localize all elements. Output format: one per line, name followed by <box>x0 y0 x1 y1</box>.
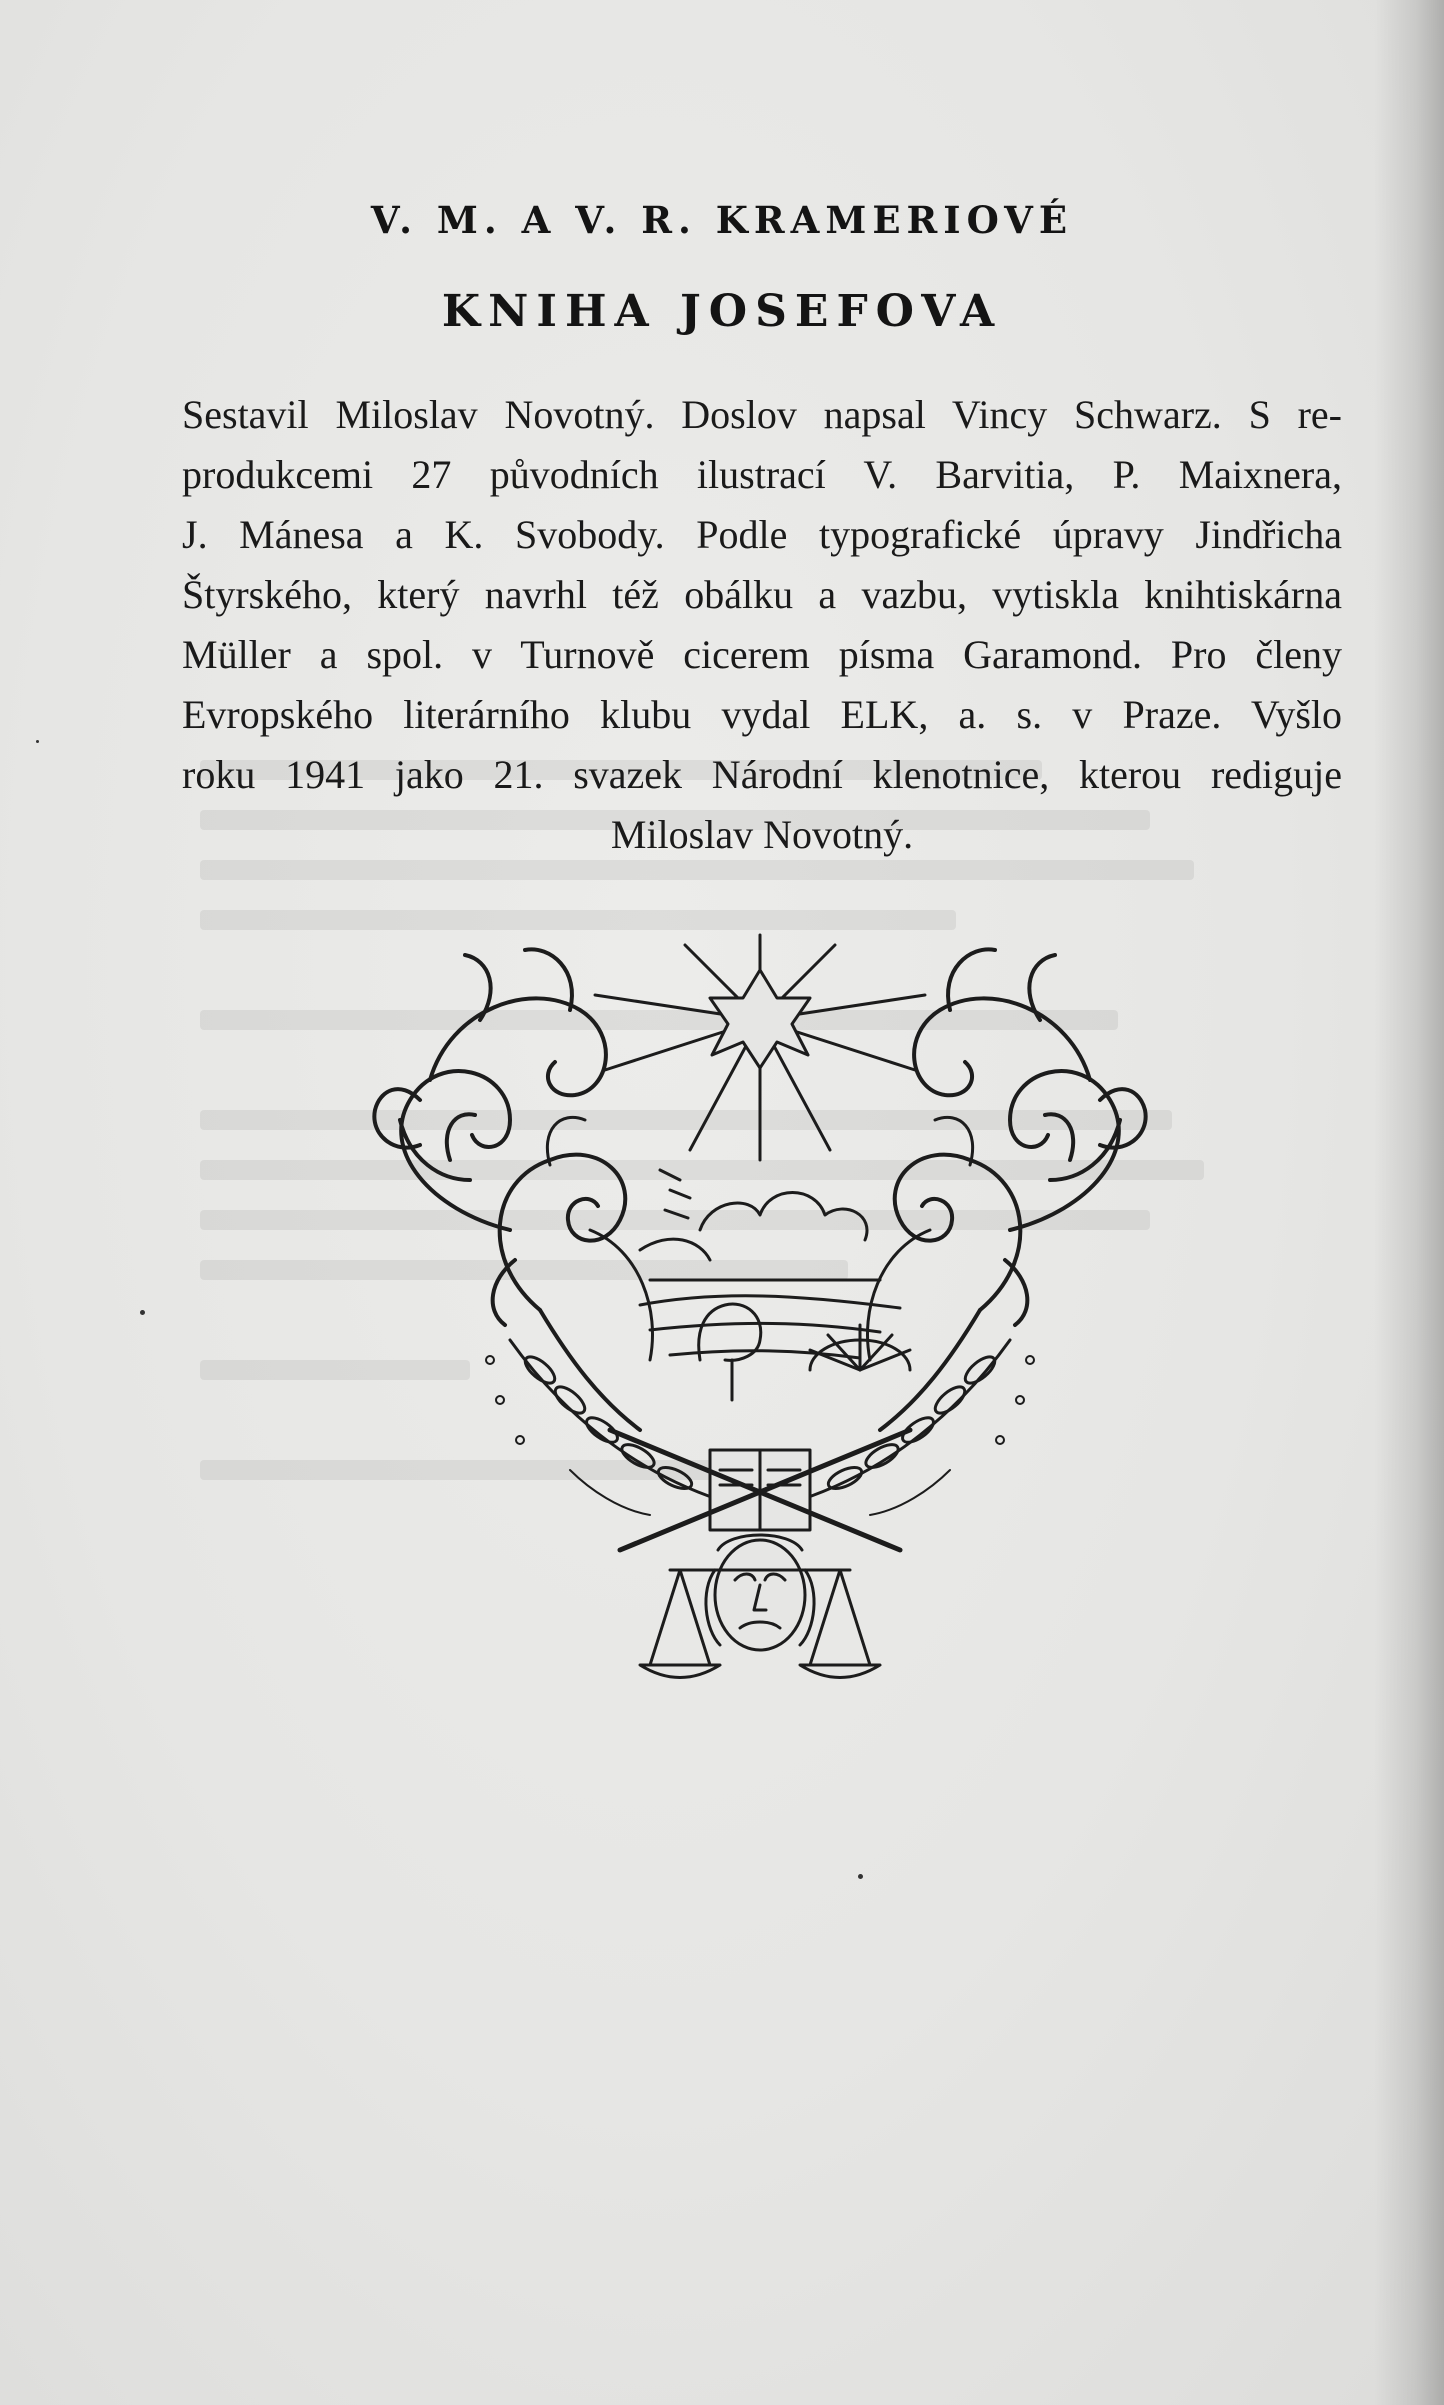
paper-speck <box>140 1310 145 1315</box>
paper-speck <box>36 740 39 743</box>
colophon-line: Sestavil Miloslav Novotný. Doslov napsal Vincy Schwarz. S re- <box>182 392 1342 437</box>
colophon-text <box>182 385 1342 865</box>
mascaron-face <box>706 1535 814 1650</box>
page-edge-shadow <box>1374 0 1444 2405</box>
authors-heading: V. M. A V. R. KRAMERIOVÉ <box>370 198 1074 242</box>
printer-mark-emblem-icon <box>340 930 1180 1710</box>
colophon-line: Miloslav Novotný. <box>610 812 914 857</box>
book-title: KNIHA JOSEFOVA <box>441 286 1003 337</box>
landscape <box>640 1170 910 1400</box>
right-acanthus <box>868 949 1146 1430</box>
paper-speck <box>858 1874 863 1879</box>
left-acanthus <box>374 949 652 1430</box>
colophon-line: Müller a spol. v Turnově cicerem písma Garamond. Pro členy <box>182 632 1342 677</box>
open-book <box>610 1430 910 1550</box>
colophon-line: produkcemi 27 původních ilustrací V. Barvitia, P. Maixnera, <box>182 452 1342 497</box>
colophon-line: roku 1941 jako 21. svazek Národní klenotnice, kterou rediguje <box>182 752 1342 797</box>
colophon-line: Evropského literárního klubu vydal ELK, a. s. v Praze. Vyšlo <box>182 692 1342 737</box>
colophon-line: Štyrského, který navrhl též obálku a vazbu, vytiskla knihtiskárna <box>182 572 1342 617</box>
colophon-line: J. Mánesa a K. Svobody. Podle typografické úpravy Jindřicha <box>182 512 1342 557</box>
